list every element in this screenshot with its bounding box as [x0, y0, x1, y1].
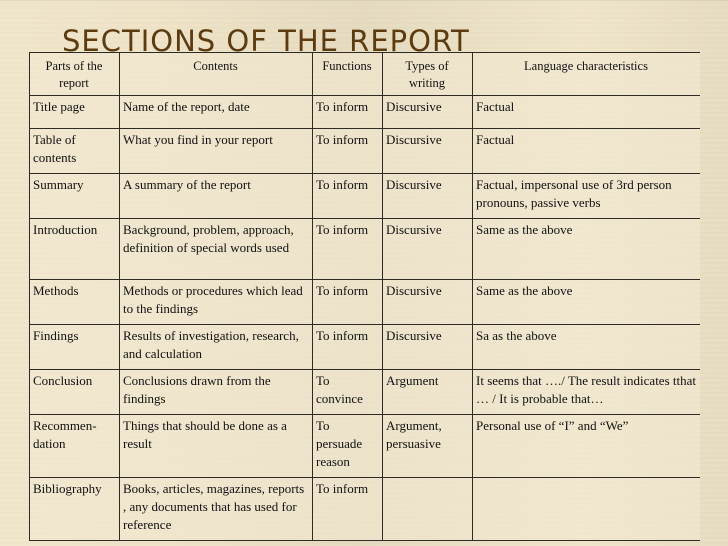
- cell-functions: To inform: [313, 280, 383, 325]
- cell-types: Discursive: [383, 219, 473, 280]
- table-row: [30, 219, 701, 280]
- cell-types: Discursive: [383, 174, 473, 219]
- cell-language: Same as the above: [473, 219, 701, 280]
- cell-functions: To inform: [313, 325, 383, 370]
- table-row: [30, 478, 701, 541]
- table-row: [30, 96, 701, 129]
- cell-types: Discursive: [383, 325, 473, 370]
- table-header-row: [30, 53, 701, 96]
- cell-functions: To persuade reason: [313, 415, 383, 478]
- cell-part: Recommen-dation: [30, 415, 120, 478]
- cell-part: Bibliography: [30, 478, 120, 541]
- table-row: [30, 370, 701, 415]
- header-functions: Functions: [313, 53, 383, 96]
- cell-functions: To inform: [313, 219, 383, 280]
- cell-part: Introduction: [30, 219, 120, 280]
- cell-contents: Books, articles, magazines, reports , any documents that has used for reference: [120, 478, 313, 541]
- cell-types: Argument: [383, 370, 473, 415]
- cell-functions: To convince: [313, 370, 383, 415]
- sections-table-container: [29, 52, 700, 546]
- cell-contents: Name of the report, date: [120, 96, 313, 129]
- cell-contents: What you find in your report: [120, 129, 313, 174]
- cell-part: Findings: [30, 325, 120, 370]
- cell-contents: Methods or procedures which lead to the findings: [120, 280, 313, 325]
- table-row: [30, 280, 701, 325]
- cell-contents: A summary of the report: [120, 174, 313, 219]
- cell-language: Factual: [473, 96, 701, 129]
- table-row: [30, 325, 701, 370]
- cell-types: [383, 478, 473, 541]
- cell-functions: To inform: [313, 174, 383, 219]
- cell-part: Summary: [30, 174, 120, 219]
- cell-types: Discursive: [383, 96, 473, 129]
- cell-part: Conclusion: [30, 370, 120, 415]
- cell-part: Methods: [30, 280, 120, 325]
- table-row: [30, 174, 701, 219]
- cell-language: It seems that …./ The result indicates tthat … / It is probable that…: [473, 370, 701, 415]
- cell-part: Table of contents: [30, 129, 120, 174]
- cell-language: Factual, impersonal use of 3rd person pronouns, passive verbs: [473, 174, 701, 219]
- cell-part: Title page: [30, 96, 120, 129]
- header-language-characteristics: Language characteristics: [473, 53, 701, 96]
- cell-language: Factual: [473, 129, 701, 174]
- table-row: [30, 129, 701, 174]
- cell-contents: Conclusions drawn from the findings: [120, 370, 313, 415]
- cell-functions: To inform: [313, 478, 383, 541]
- cell-types: Discursive: [383, 129, 473, 174]
- cell-functions: To inform: [313, 96, 383, 129]
- cell-language: Sa as the above: [473, 325, 701, 370]
- cell-language: Same as the above: [473, 280, 701, 325]
- cell-types: Discursive: [383, 280, 473, 325]
- cell-contents: Background, problem, approach, definition of special words used: [120, 219, 313, 280]
- sections-table: [29, 52, 700, 541]
- cell-functions: To inform: [313, 129, 383, 174]
- table-row: [30, 415, 701, 478]
- slide-title: SECTIONS OF THE REPORT: [62, 24, 470, 58]
- cell-contents: Things that should be done as a result: [120, 415, 313, 478]
- cell-language: [473, 478, 701, 541]
- cell-contents: Results of investigation, research, and calculation: [120, 325, 313, 370]
- header-types-of-writing: Types of writing: [383, 53, 473, 96]
- cell-types: Argument, persuasive: [383, 415, 473, 478]
- header-contents: Contents: [120, 53, 313, 96]
- cell-language: Personal use of “I” and “We”: [473, 415, 701, 478]
- header-parts-of-the-report: Parts of the report: [30, 53, 120, 96]
